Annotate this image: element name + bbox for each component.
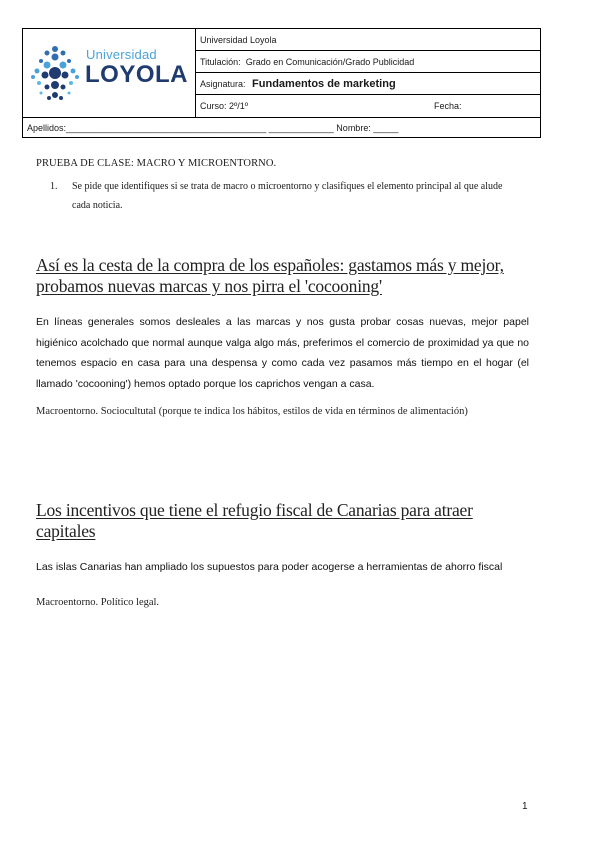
university-logo-icon [27, 43, 83, 103]
university-row [196, 29, 540, 51]
logo-cell [23, 29, 196, 117]
header-table [22, 28, 541, 138]
degree-row [196, 51, 540, 73]
question-number: 1. [50, 181, 58, 192]
logo-text-top: Universidad [86, 47, 157, 62]
course-value: Curso: 2º/1º [200, 101, 249, 111]
question-text: Se pide que identifiques si se trata de macro o microentorno y clasifiques el elemento principal al que alude cada noticia. [72, 181, 503, 211]
university-name: Universidad Loyola [200, 35, 277, 45]
date-label: Fecha: [434, 101, 462, 111]
news-body-1: En líneas generales somos desleales a las marcas y nos gusta probar cosas nuevas, mejor papel higiénico acolchado que normal aunque valga algo más, preferimos el comercio de proximidad ya que no tenemos espacio en casa para una despensa y como cada vez pasamos más tiempo en el hogar (el llamado 'cocooning') hemos optado porque los caprichos vengan a casa. [36, 316, 529, 390]
exam-title: PRUEBA DE CLASE: MACRO Y MICROENTORNO. [36, 158, 277, 169]
degree-label: Titulación: [200, 57, 241, 67]
subject-label: Asignatura: [200, 79, 246, 89]
news-body-2: Las islas Canarias han ampliado los supuestos para poder acogerse a herramientas de ahorro fiscal [36, 561, 503, 573]
news-headline-2: Los incentivos que tiene el refugio fiscal de Canarias para atraer capitales [36, 500, 473, 541]
answer-1: Macroentorno. Sociocultutal (porque te indica los hábitos, estilos de vida en términos de alimentación) [36, 406, 468, 417]
news-headline-1: Así es la cesta de la compra de los españoles: gastamos más y mejor, probamos nuevas marcas y nos pirra el 'cocooning' [36, 255, 504, 296]
course-row [196, 95, 540, 117]
subject-value: Fundamentos de marketing [252, 78, 396, 90]
degree-value: Grado en Comunicación/Grado Publicidad [245, 57, 415, 67]
header-info [196, 29, 540, 117]
logo-text-main: LOYOLA [85, 61, 188, 88]
student-name-row [23, 117, 540, 139]
answer-2: Macroentorno. Político legal. [36, 597, 160, 608]
surname-name-line: Apellidos:________________________________________ _____________ Nombre: _____ [27, 123, 399, 133]
page-number: 1 [522, 801, 528, 812]
subject-row [196, 73, 540, 95]
